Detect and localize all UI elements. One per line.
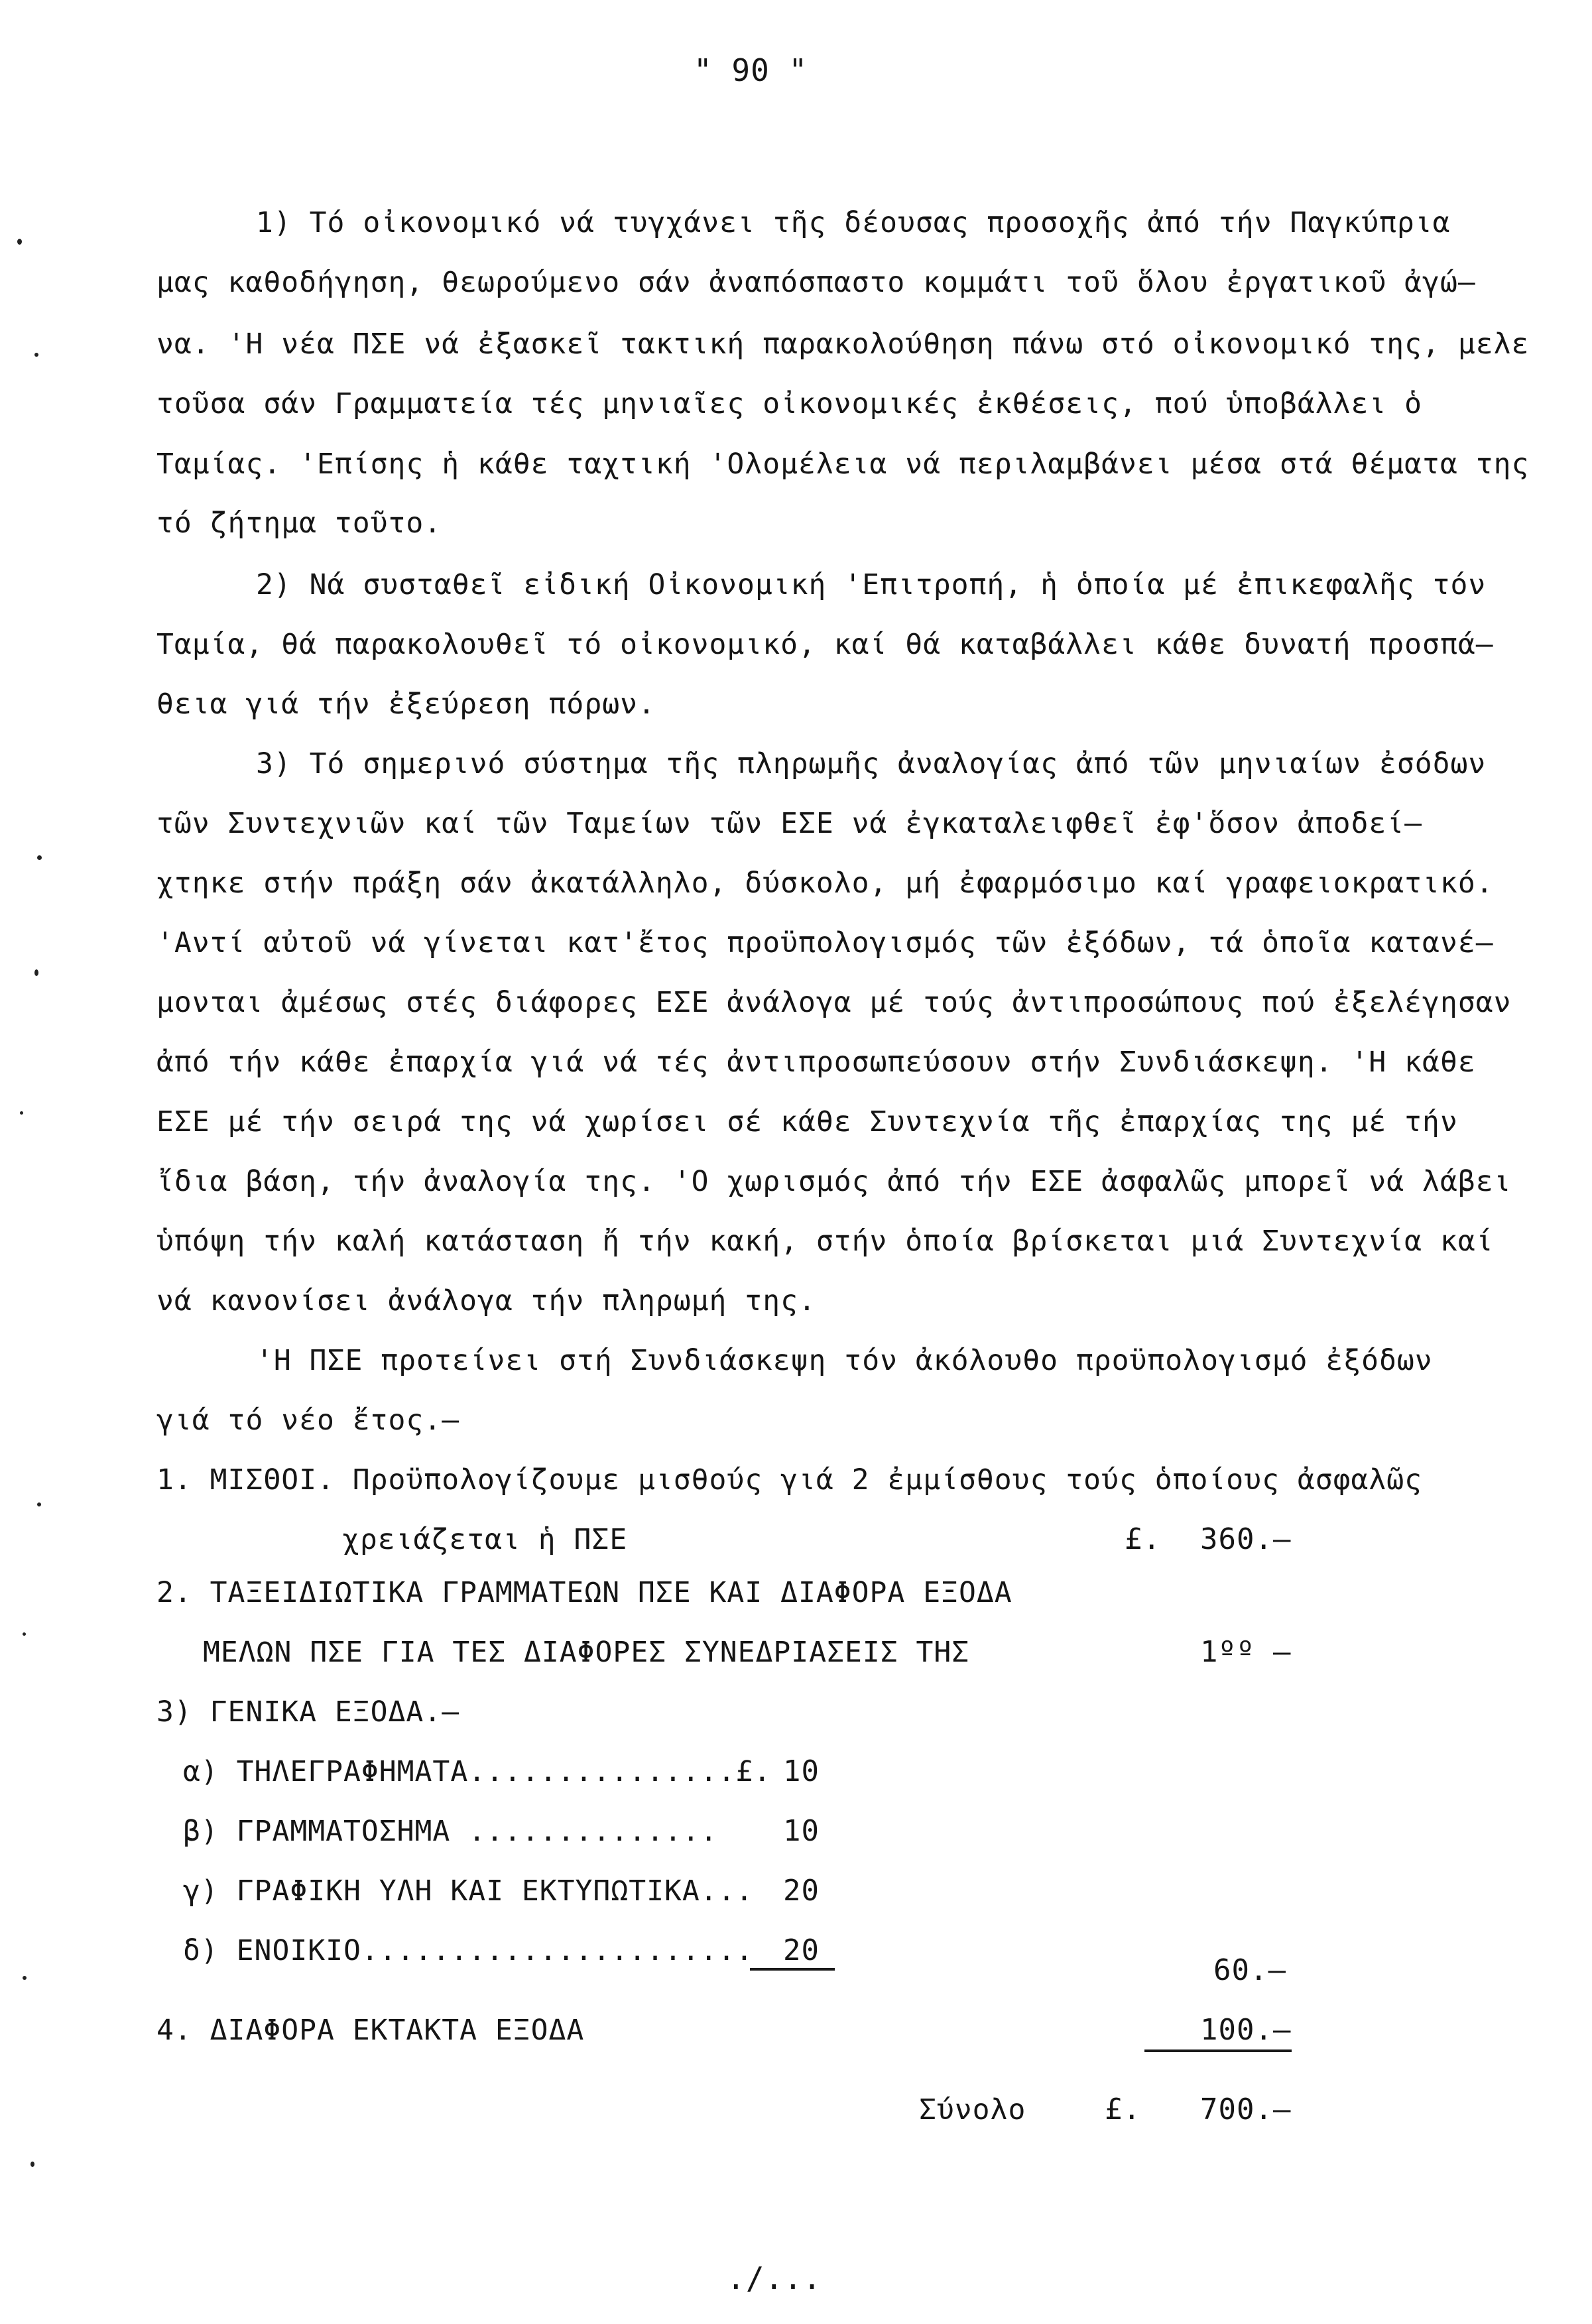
scan-speck [31,2162,34,2167]
budget-sub-item-label: β) ΓΡΑΜΜΑΤΟΣΗΜΑ .............. [183,1815,718,1848]
paragraph-line: 'Η ΠΣΕ προτείνει στή Συνδιάσκεψη τόν ἀκόλουθο προϋπολογισμό ἐξόδων [256,1344,1433,1377]
paragraph-line: ΕΣΕ μέ τήν σειρά της νά χωρίσει σέ κάθε Συντεχνία τῆς ἐπαρχίας της μέ τήν [156,1105,1458,1138]
budget-item-2-amount: 1ºº – [1200,1635,1292,1669]
paragraph-line: γιά τό νέο ἔτος.– [156,1404,460,1437]
budget-item-3-total: 60.– [1213,1953,1286,1987]
grand-total-amount: 700.– [1200,2093,1292,2126]
paragraph-line: τῶν Συντεχνιῶν καί τῶν Ταμείων τῶν ΕΣΕ νά ἐγκαταλειφθεῖ ἐφ'ὅσον ἀποδεί– [156,807,1423,840]
paragraph-line: χτηκε στήν πράξη σάν ἀκατάλληλο, δύσκολο, μή ἐφαρμόσιμο καί γραφειοκρατικό. [156,867,1494,900]
budget-sub-item-amount: 20 [783,1933,820,1967]
subtotal-underline [750,1968,835,1971]
paragraph-line: ὑπόψη τήν καλή κατάσταση ἤ τήν κακή, στήν ὁποία βρίσκεται μιά Συντεχνία καί [156,1225,1494,1258]
budget-item-1-currency: £. [1125,1522,1161,1556]
budget-item-2-continuation: ΜΕΛΩΝ ΠΣΕ ΓΙΑ ΤΕΣ ΔΙΑΦΟΡΕΣ ΣΥΝΕΔΡΙΑΣΕΙΣ ΤΗΣ [203,1636,970,1669]
budget-item-1-description: 1. ΜΙΣΘΟΙ. Προϋπολογίζουμε μισθούς γιά 2 ἐμμίσθους τούς ὁποίους ἀσφαλῶς [156,1463,1423,1497]
paragraph-line: Ταμία, θά παρακολουθεῖ τό οἰκονομικό, καί θά καταβάλλει κάθε δυνατή προσπά– [156,628,1494,661]
paragraph-line: νά κανονίσει ἀνάλογα τήν πληρωμή της. [156,1284,816,1317]
budget-sub-item-amount: 20 [783,1874,820,1908]
budget-sub-item-amount: 10 [783,1754,820,1788]
total-underline [1144,2049,1292,2052]
page-number-header: " 90 " [694,52,808,88]
budget-item-4-amount: 100.– [1200,2013,1292,2047]
paragraph-line: θεια γιά τήν ἐξεύρεση πόρων. [156,688,656,721]
scan-speck [34,353,38,357]
paragraph-line: 3) Τό σημερινό σύστημα τῆς πληρωμῆς ἀναλογίας ἀπό τῶν μηνιαίων ἐσόδων [256,747,1487,780]
paragraph-line: 2) Νά συσταθεῖ εἰδική Οἰκονομική 'Επιτροπή, ἡ ὁποία μέ ἐπικεφαλῆς τόν [256,568,1487,601]
scan-speck [23,1976,27,1980]
continuation-mark: ./... [727,2260,822,2296]
budget-item-4-description: 4. ΔΙΑΦΟΡΑ ΕΚΤΑΚΤΑ ΕΞΟΔΑ [156,2014,585,2047]
paragraph-line: να. 'Η νέα ΠΣΕ νά ἐξασκεῖ τακτική παρακολούθηση πάνω στό οἰκονομικό της, μελε [156,328,1530,361]
paragraph-line: 'Αντί αὐτοῦ νά γίνεται κατ'ἔτος προϋπολογισμός τῶν ἐξόδων, τά ὁποῖα κατανέ– [156,926,1494,959]
paragraph-line: 1) Τό οἰκονομικό νά τυγχάνει τῆς δέουσας προσοχῆς ἀπό τήν Παγκύπρια [256,206,1451,239]
paragraph-line: Ταμίας. 'Επίσης ἡ κάθε ταχτική 'Ολομέλεια νά περιλαμβάνει μέσα στά θέματα της [156,448,1530,481]
budget-sub-item-label: α) ΤΗΛΕΓΡΑΦΗΜΑΤΑ...............£. [183,1755,772,1788]
grand-total-currency: £. [1105,2093,1141,2126]
budget-sub-item-label: γ) ΓΡΑΦΙΚΗ ΥΛΗ ΚΑΙ ΕΚΤΥΠΩΤΙΚΑ... [183,1874,754,1908]
paragraph-line: τοῦσα σάν Γραμματεία τές μηνιαῖες οἰκονομικές ἐκθέσεις, πού ὑποβάλλει ὁ [156,387,1423,420]
budget-item-2-description: 2. ΤΑΞΕΙΔΙΩΤΙΚΑ ΓΡΑΜΜΑΤΕΩΝ ΠΣΕ ΚΑΙ ΔΙΑΦΟΡΑ ΕΞΟΔΑ [156,1576,1012,1609]
grand-total-label: Σύνολο [919,2093,1026,2126]
paragraph-line: μονται ἀμέσως στές διάφορες ΕΣΕ ἀνάλογα μέ τούς ἀντιπροσώπους πού ἐξελέγησαν [156,986,1512,1019]
budget-sub-item-label: δ) ΕΝΟΙΚΙΟ...................... [183,1934,754,1967]
paragraph-line: τό ζήτημα τοῦτο. [156,507,442,540]
scan-speck [20,1111,23,1115]
paragraph-line: μας καθοδήγηση, θεωρούμενο σάν ἀναπόσπαστο κομμάτι τοῦ ὅλου ἐργατικοῦ ἀγώ– [156,266,1476,299]
scan-speck [37,1502,41,1506]
scan-speck [23,1632,26,1636]
paragraph-line: ἴδια βάση, τήν ἀναλογία της. 'Ο χωρισμός ἀπό τήν ΕΣΕ ἀσφαλῶς μπορεῖ νά λάβει [156,1165,1512,1198]
budget-item-1-amount: 360.– [1200,1522,1292,1556]
paragraph-line: ἀπό τήν κάθε ἐπαρχία γιά νά τές ἀντιπροσωπεύσουν στήν Συνδιάσκεψη. 'Η κάθε [156,1046,1476,1079]
budget-item-3-heading: 3) ΓΕΝΙΚΑ ΕΞΟΔΑ.– [156,1695,460,1729]
scan-speck [34,969,38,976]
scan-speck [37,855,42,860]
scan-speck [17,239,22,245]
budget-item-1-continuation: χρειάζεται ἡ ΠΣΕ [342,1523,628,1556]
budget-sub-item-amount: 10 [783,1814,820,1848]
